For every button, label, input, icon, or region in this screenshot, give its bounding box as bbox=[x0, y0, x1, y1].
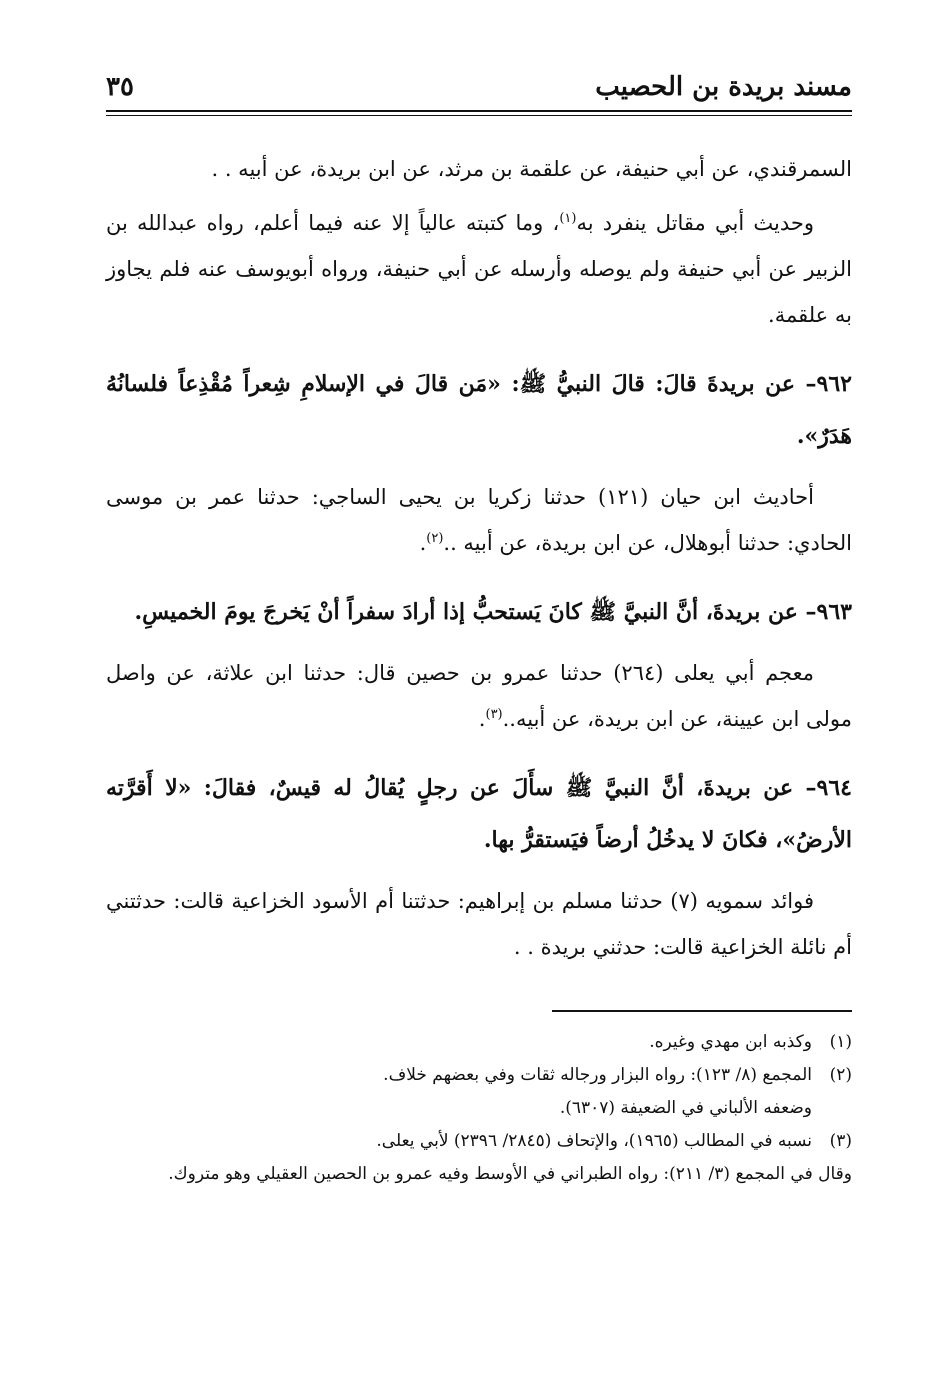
running-title: مسند بريدة بن الحصيب bbox=[595, 72, 852, 102]
source-text: معجم أبي يعلى (٢٦٤) حدثنا عمرو بن حصين قال: حدثنا ابن علاثة، عن واصل مولى ابن عيينة، عن ابن بريدة، عن أبيه.. bbox=[106, 661, 852, 731]
footnote-number: (٢) bbox=[829, 1065, 852, 1085]
footnote-ref-2[interactable]: (٢) bbox=[426, 531, 444, 546]
footnote-ref-1[interactable]: (١) bbox=[559, 211, 577, 226]
source-end: . bbox=[478, 707, 486, 731]
footnote-3-continuation: وقال في المجمع (٣/ ٢١١): رواه الطبراني في الأوسط وفيه عمرو بن الحصين العقيلي وهو متروك. bbox=[168, 1164, 852, 1184]
footnote-text: المجمع (٨/ ١٢٣): رواه البزار ورجاله ثقات وفي بعضهم خلاف. bbox=[383, 1065, 812, 1085]
paragraph-text: ، وما كتبته عالياً إلا عنه فيما أعلم، رواه عبدالله بن الزبير عن أبي حنيفة ولم يوصله وأرسله عن أبي حنيفة، ورواه أبويوسف عنه فلم يجاوز به علقمة. bbox=[106, 211, 852, 327]
main-text bbox=[106, 146, 852, 970]
hadith-963: ٩٦٣– عن بريدةَ، أنَّ النبيَّ ﷺ كانَ يَستحبُّ إذا أرادَ سفراً أنْ يَخرجَ يومَ الخميسِ. bbox=[134, 599, 852, 625]
footnote-separator bbox=[552, 1010, 852, 1012]
footnotes bbox=[106, 1026, 852, 1191]
source-963 bbox=[106, 650, 852, 742]
footnote-number: (١) bbox=[829, 1032, 852, 1052]
footnote-2-continuation: وضعفه الألباني في الضعيفة (٦٣٠٧). bbox=[559, 1098, 812, 1118]
paragraph-text: وحديث أبي مقاتل ينفرد به bbox=[576, 211, 814, 235]
hadith-964: ٩٦٤– عن بريدةَ، أنَّ النبيَّ ﷺ سأَلَ عن رجلٍ يُقالُ له قيسٌ، فقالَ: «لا أَقرَّته الأرضُ»، فكانَ لا يدخُلُ أرضاً فيَستقرُّ بها. bbox=[106, 775, 852, 853]
paragraph-continuation: السمرقندي، عن أبي حنيفة، عن علقمة بن مرثد، عن ابن بريدة، عن أبيه . . bbox=[211, 157, 852, 181]
footnote-text: نسبه في المطالب (١٩٦٥)، والإتحاف (٢٨٤٥/ ٢٣٩٦) لأبي يعلى. bbox=[376, 1131, 812, 1151]
page-number: ٣٥ bbox=[106, 72, 134, 102]
footnote-number: (٣) bbox=[829, 1131, 852, 1151]
hadith-962: ٩٦٢– عن بريدةَ قالَ: قالَ النبيُّ ﷺ: «مَن قالَ في الإسلامِ شِعراً مُقْذِعاً فلسانُهُ هَدَرٌ». bbox=[106, 371, 852, 449]
footnote-text: وكذبه ابن مهدي وغيره. bbox=[649, 1032, 812, 1052]
page-header bbox=[106, 70, 852, 112]
footnote-ref-3[interactable]: (٣) bbox=[485, 707, 503, 722]
footnote-3 bbox=[106, 1125, 852, 1158]
source-end: . bbox=[419, 531, 427, 555]
source-964: فوائد سمويه (٧) حدثنا مسلم بن إبراهيم: حدثتنا أم الأسود الخزاعية قالت: حدثتني أم نائلة الخزاعية قالت: حدثني بريدة . . bbox=[106, 889, 852, 959]
footnote-1 bbox=[106, 1026, 852, 1059]
source-text: أحاديث ابن حيان (١٢١) حدثنا زكريا بن يحيى الساجي: حدثنا عمر بن موسى الحادي: حدثنا أبوهلال، عن ابن بريدة، عن أبيه .. bbox=[106, 485, 852, 555]
footnote-2 bbox=[106, 1059, 852, 1092]
book-page bbox=[106, 70, 852, 1370]
paragraph-abu-muqatil bbox=[106, 200, 852, 338]
source-962 bbox=[106, 474, 852, 566]
